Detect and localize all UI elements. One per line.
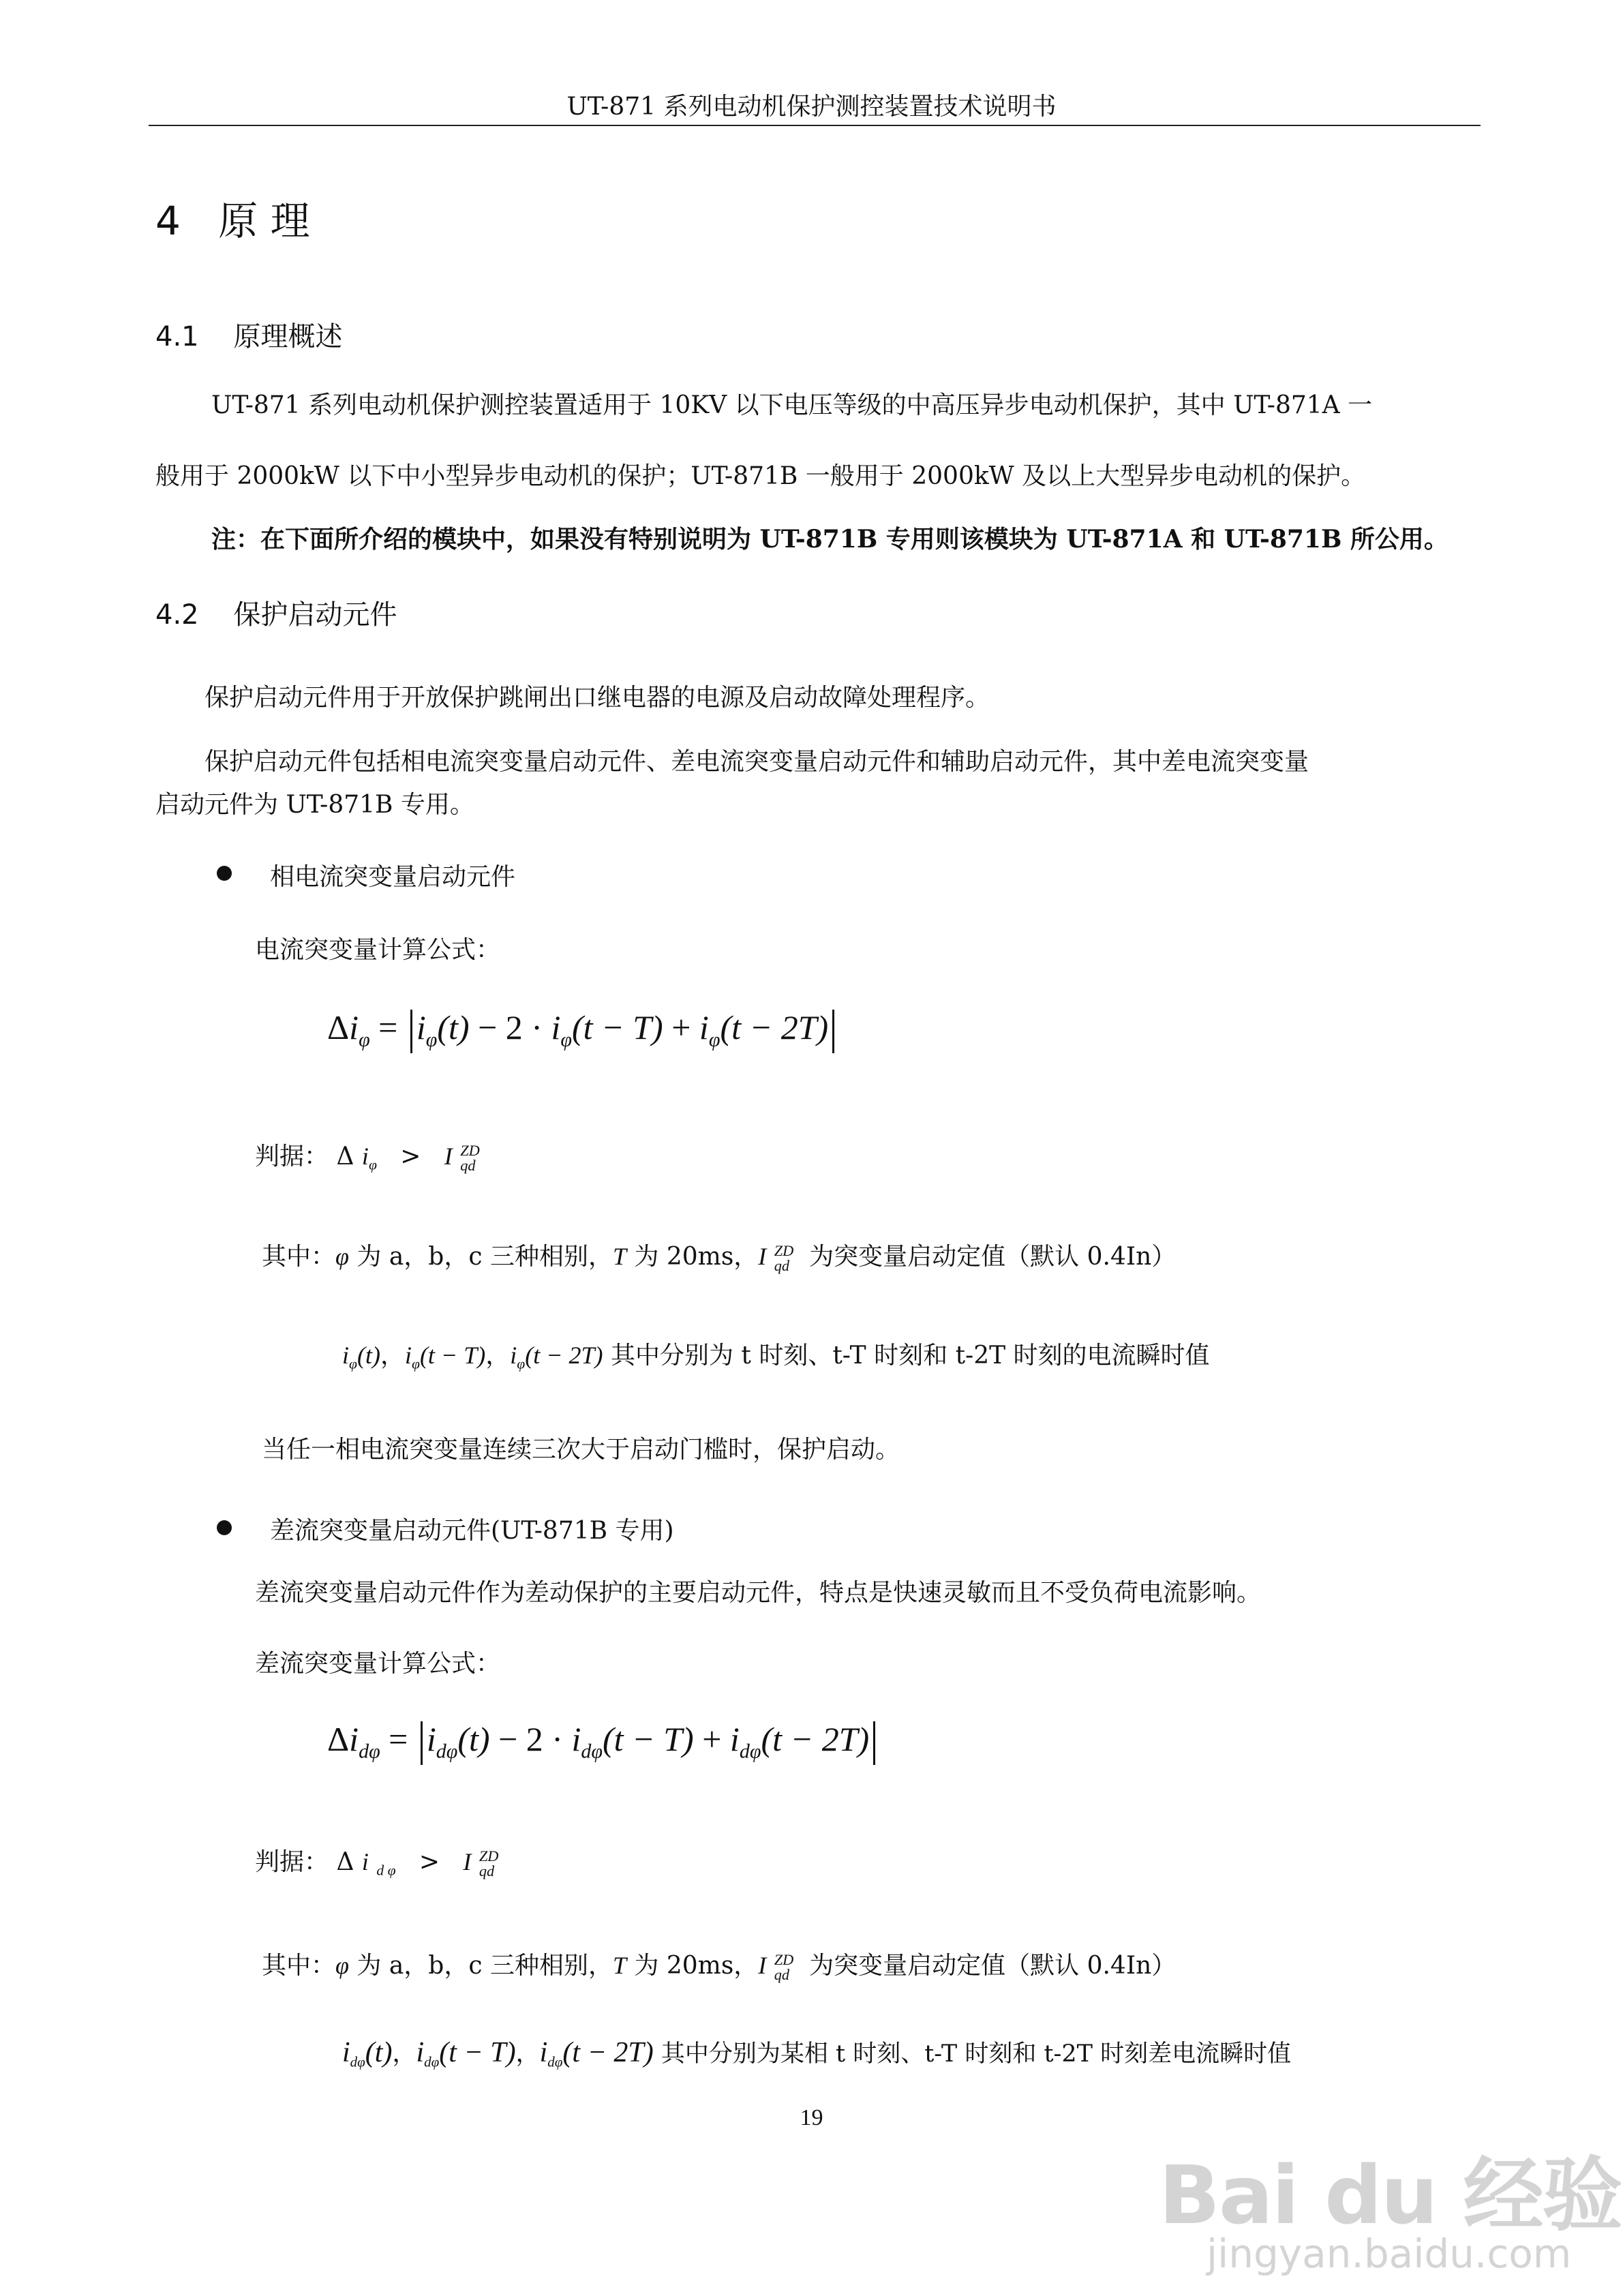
bullet2-formula: $\Delta i_{d\varphi} = i_{d\varphi}(t) - 2 \cdot i_{d\varphi}(t - T) + i_{d\varphi}(t - 2T)$ — [327, 1719, 879, 1765]
section-number: 4.2 — [155, 599, 199, 631]
page-number: 19 — [800, 2105, 823, 2130]
section-number: 4.1 — [155, 321, 199, 352]
s42-paragraph2-line1: 保护启动元件包括相电流突变量启动元件、差电流突变量启动元件和辅助启动元件，其中差电流突变量 — [204, 748, 1309, 776]
bullet1-formula-label: 电流突变量计算公式： — [255, 936, 501, 964]
bullet-dot — [217, 866, 232, 881]
watermark-logo: Bai du 经验 — [1159, 2148, 1622, 2242]
s41-note: 注：在下面所介绍的模块中，如果没有特别说明为 UT-871B 专用则该模块为 UT-871A 和 UT-871B 所公用。 — [211, 525, 1448, 554]
chapter-number: 4 — [155, 198, 181, 244]
section-4-2-heading — [155, 593, 397, 632]
document-header: UT-871 系列电动机保护测控装置技术说明书 — [566, 93, 1057, 121]
s42-paragraph1: 保护启动元件用于开放保护跳闸出口继电器的电源及启动故障处理程序。 — [204, 684, 990, 712]
header-rule — [149, 125, 1481, 126]
s41-paragraph-line2: 般用于 2000kW 以下中小型异步电动机的保护；UT-871B 一般用于 2000kW 及以上大型异步电动机的保护。 — [155, 462, 1366, 490]
chapter-title: 原 理 — [218, 198, 310, 244]
bullet1-criterion: 判据： Δ $i_\varphi$ > I ZD qd — [255, 1141, 480, 1174]
section-title: 保护启动元件 — [233, 599, 397, 631]
section-4-1-heading — [155, 315, 342, 354]
chapter-heading — [155, 189, 310, 246]
bullet1-formula: $\Delta i_\varphi = i_\varphi(t) - 2 \cdot i_\varphi(t - T) + i_\varphi(t - 2T)$ — [327, 1008, 838, 1053]
s41-paragraph-line1: UT-871 系列电动机保护测控装置适用于 10KV 以下电压等级的中高压异步电动机保护，其中 UT-871A 一 — [211, 391, 1373, 419]
bullet2-formula-label: 差流突变量计算公式： — [255, 1650, 501, 1678]
bullet2-title: 差流突变量启动元件(UT-871B 专用) — [270, 1517, 674, 1545]
bullet-dot — [217, 1520, 232, 1535]
bullet1-title: 相电流突变量启动元件 — [270, 863, 516, 891]
bullet1-conclusion: 当任一相电流突变量连续三次大于启动门槛时，保护启动。 — [262, 1436, 900, 1464]
bullet2-criterion: 判据： Δ i $_{d \varphi}$ > I ZD qd — [255, 1847, 499, 1879]
bullet1-instant-values: $i_\varphi(t)$，$i_\varphi(t - T)$，$i_\varphi(t - 2T)$ 其中分别为 t 时刻、t-T 时刻和 t-2T 时刻的电流瞬时值 — [342, 1342, 1210, 1372]
watermark-url: jingyan.baidu.com — [1207, 2231, 1572, 2277]
bullet1-where: 其中：φ 为 a，b，c 三种相别，T 为 20ms，I ZD qd 为突变量启动定值（默认 0.4In） — [262, 1241, 1177, 1274]
bullet2-description: 差流突变量启动元件作为差动保护的主要启动元件，特点是快速灵敏而且不受负荷电流影响。 — [255, 1579, 1262, 1607]
section-title: 原理概述 — [233, 321, 343, 352]
s42-paragraph2-line2: 启动元件为 UT-871B 专用。 — [155, 791, 474, 819]
bullet2-where: 其中：φ 为 a，b，c 三种相别，T 为 20ms，I ZD qd 为突变量启动定值（默认 0.4In） — [262, 1950, 1177, 1983]
bullet2-instant-values: $i_{d\varphi}(t)$，$i_{d\varphi}(t - T)$，$i_{d\varphi}(t - 2T)$ 其中分别为某相 t 时刻、t-T 时刻和 t-2T 时刻差电流瞬时值 — [342, 2037, 1292, 2070]
